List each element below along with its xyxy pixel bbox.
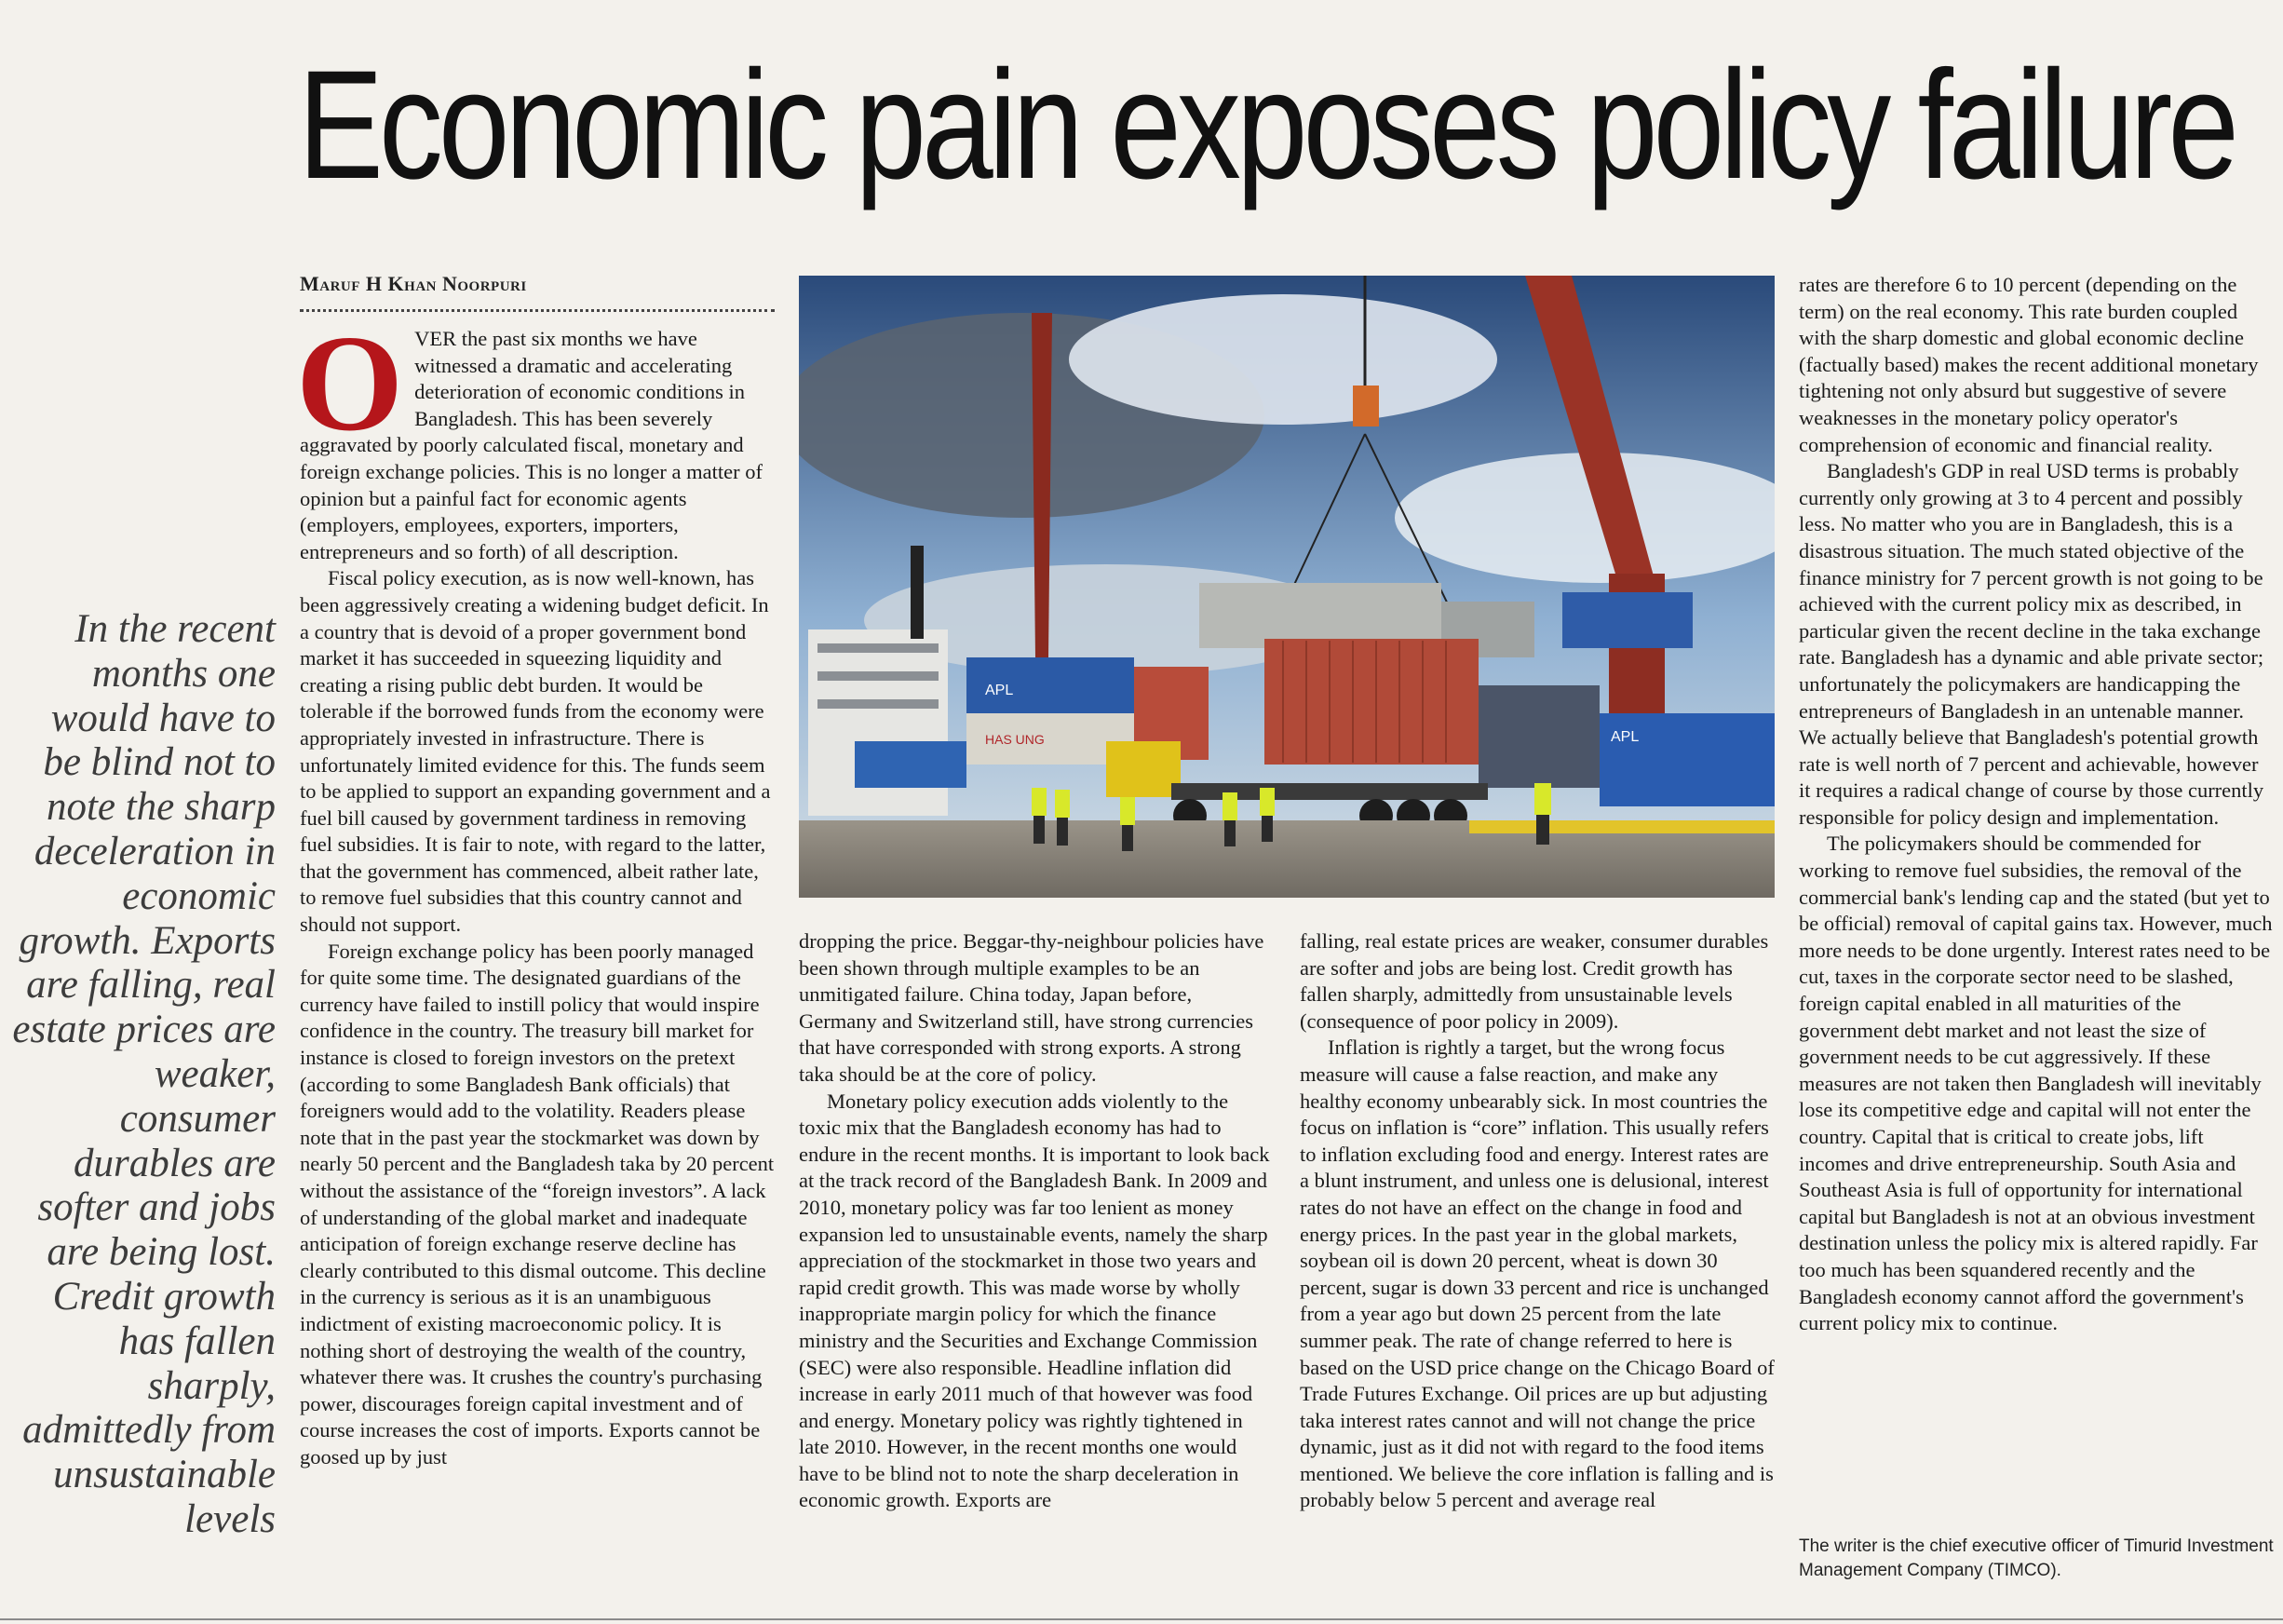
paragraph: Inflation is rightly a target, but the wrong focus measure will cause a false reaction, and make any healthy economy unbearably sick. In most countries the focus on inflation is “core” inflation. This usually refers to inflation excluding food and energy. Interest rates are a blunt instrument, and unless one is delusional, interest rates do not have an effect on the change in food and energy prices. In the past year in the global markets, soybean oil is down 20 percent, wheat is down 30 percent, sugar is down 33 percent and rice is unchanged from a year ago but down 25 percent from the late summer peak. The rate of change referred to here is based on the USD price change on the Chicago Board of Trade Futures Exchange. Oil prices are up but adjusting taka interest rates cannot and will not change the price dynamic, just as it did not with regard to the food items mentioned. We believe the core inflation is falling and is probably below 5 percent and average real <box>1300 1035 1775 1512</box>
paragraph: The policymakers should be commended for working to remove fuel subsidies, the removal of the commercial bank's lending cap and the stated (but yet to be official) removal of capital gains tax. However, much more needs to be done urgently. Interest rates need to be cut, taxes in the corporate sector need to be slashed, foreign capital enabled in all maturities of the government debt market and not least the size of government needs to be cut aggressively. If these measures are not taken then Bangladesh will inevitably lose its competitive edge and capital will not enter the country. Capital that is critical to create jobs, lift incomes and drive entrepreneurship. South Asia and Southeast Asia is full of opportunity for international capital but Bangladesh is not at an obvious investment destination unless the policy mix is altered rapidly. Far too much has been squandered recently and the Bangladesh economy cannot afford the government's current policy mix to continue. <box>1799 832 2273 1335</box>
port-container-photo <box>799 276 1775 898</box>
author-note: The writer is the chief executive officer of Timurid Investment Management Company (TIMCO). <box>1799 1536 2274 1580</box>
headline: Economic pain exposes policy failure <box>298 39 2235 211</box>
paragraph: Monetary policy execution adds violently to the toxic mix that the Bangladesh economy has had to endure in the recent months. It is important to look back at the track record of the Bangladesh Bank. In 2009 and 2010, monetary policy was far too lenient as money expansion led to unsustainable events, namely the sharp appreciation of the stockmarket in those two years and rapid credit growth. This was made worse by wholly inappropriate margin policy for which the finance ministry and the Securities and Exchange Commission (SEC) were also responsible. Headline inflation did increase in early 2011 much of that however was food and energy. Monetary policy was rightly tightened in late 2010. However, in the recent months one would have to be blind not to note the sharp deceleration in economic growth. Exports are <box>799 1089 1270 1512</box>
bottom-rule <box>0 1618 2283 1620</box>
pull-quote: In the recent months one would have to be blind not to note the sharp deceleration in economic growth. Exports are falling, real estate prices are weaker, consumer durables are softer and jobs are being lost. Credit growth has fallen sharply, admittedly from unsustainable levels <box>12 607 276 1541</box>
article-column-4 <box>1799 272 2274 1337</box>
article-column-3 <box>1300 928 1775 1514</box>
paragraph: Fiscal policy execution, as is now well-known, has been aggressively creating a widening budget deficit. In a country that is devoid of a proper government bond market it has succeeded in squeezing liquidity and creating a rising public debt burden. It would be tolerable if the borrowed funds from the economy were appropriately invested in infrastructure. There is unfortunately limited evidence for this. The funds seem to be applied to support an expanding government and a fuel bill caused by government tardiness in removing fuel subsidies. It is fair to note, with regard to the latter, that the government has commenced, albeit rather late, to remove fuel subsidies that this country cannot and should not support. <box>300 566 771 937</box>
paragraph: falling, real estate prices are weaker, consumer durables are softer and jobs are being lost. Credit growth has fallen sharply, admittedly from unsustainable levels (consequence of poor policy in 2009). <box>1300 929 1769 1033</box>
byline: Maruf H Khan Noorpuri <box>300 272 527 295</box>
container-label: HAS UNG <box>985 732 1045 747</box>
container-label: APL <box>1611 729 1640 745</box>
paragraph: OVER the past six months we have witnessed a dramatic and accelerating deterioration of economic conditions in Bangladesh. This has been severely aggravated by poorly calculated fiscal, monetary and foreign exchange policies. This is no longer a matter of opinion but a painful fact for economic agents (employers, employees, exporters, importers, entrepreneurs and so forth) of all description. <box>296 307 763 563</box>
paragraph: dropping the price. Beggar-thy-neighbour policies have been shown through multiple examples to be an unmitigated failure. China today, Japan before, Germany and Switzerland still, have strong currencies that have corresponded with strong exports. A strong taka should be at the core of policy. <box>799 929 1264 1086</box>
paragraph: rates are therefore 6 to 10 percent (depending on the term) on the real economy. This rate burden coupled with the sharp domestic and global economic decline (factually based) makes the recent additional monetary tightening not only absurd but suggestive of severe weaknesses in the monetary policy operator's comprehension of economic and financial reality. <box>1799 273 2259 456</box>
paragraph: Bangladesh's GDP in real USD terms is probably currently only growing at 3 to 4 percent and possibly less. No matter who you are in Bangladesh, this is a disastrous situation. The much stated objective of the finance ministry for 7 percent growth is not going to be achieved with the current policy mix as described, in particular given the recent decline in the taka exchange rate. Bangladesh has a dynamic and able private sector; unfortunately the policymakers are handicapping the entrepreneurs of Bangladesh in an untenable manner. We actually believe that Bangladesh's potential growth rate is well north of 7 percent and achievable, however it requires a radical change of course by those currently responsible for policy design and implementation. <box>1799 459 2264 829</box>
paragraph: Foreign exchange policy has been poorly managed for quite some time. The designated guardians of the currency have failed to instill policy that would inspire confidence in the country. The treasury bill market for instance is closed to foreign investors on the pretext (according to some Bangladesh Bank officials) that foreigners would add to the volatility. Readers please note that in the past year the stockmarket was down by nearly 50 percent and the Bangladesh taka by 20 percent without the assistance of the “foreign investors”. A lack of understanding of the global market and inadequate anticipation of foreign exchange reserve decline has clearly contributed to this dismal outcome. This decline in the currency is serious as it is an unambiguous indictment of existing macroeconomic policy. It is nothing short of destroying the wealth of the country, whatever there was. It crushes the country's purchasing power, discourages foreign capital investment and of course increases the cost of imports. Exports cannot be goosed up by just <box>300 939 775 1468</box>
drop-cap: O <box>296 307 404 460</box>
article-column-1 <box>296 307 775 1471</box>
article-column-2 <box>799 928 1274 1514</box>
container-label: APL <box>985 683 1014 698</box>
